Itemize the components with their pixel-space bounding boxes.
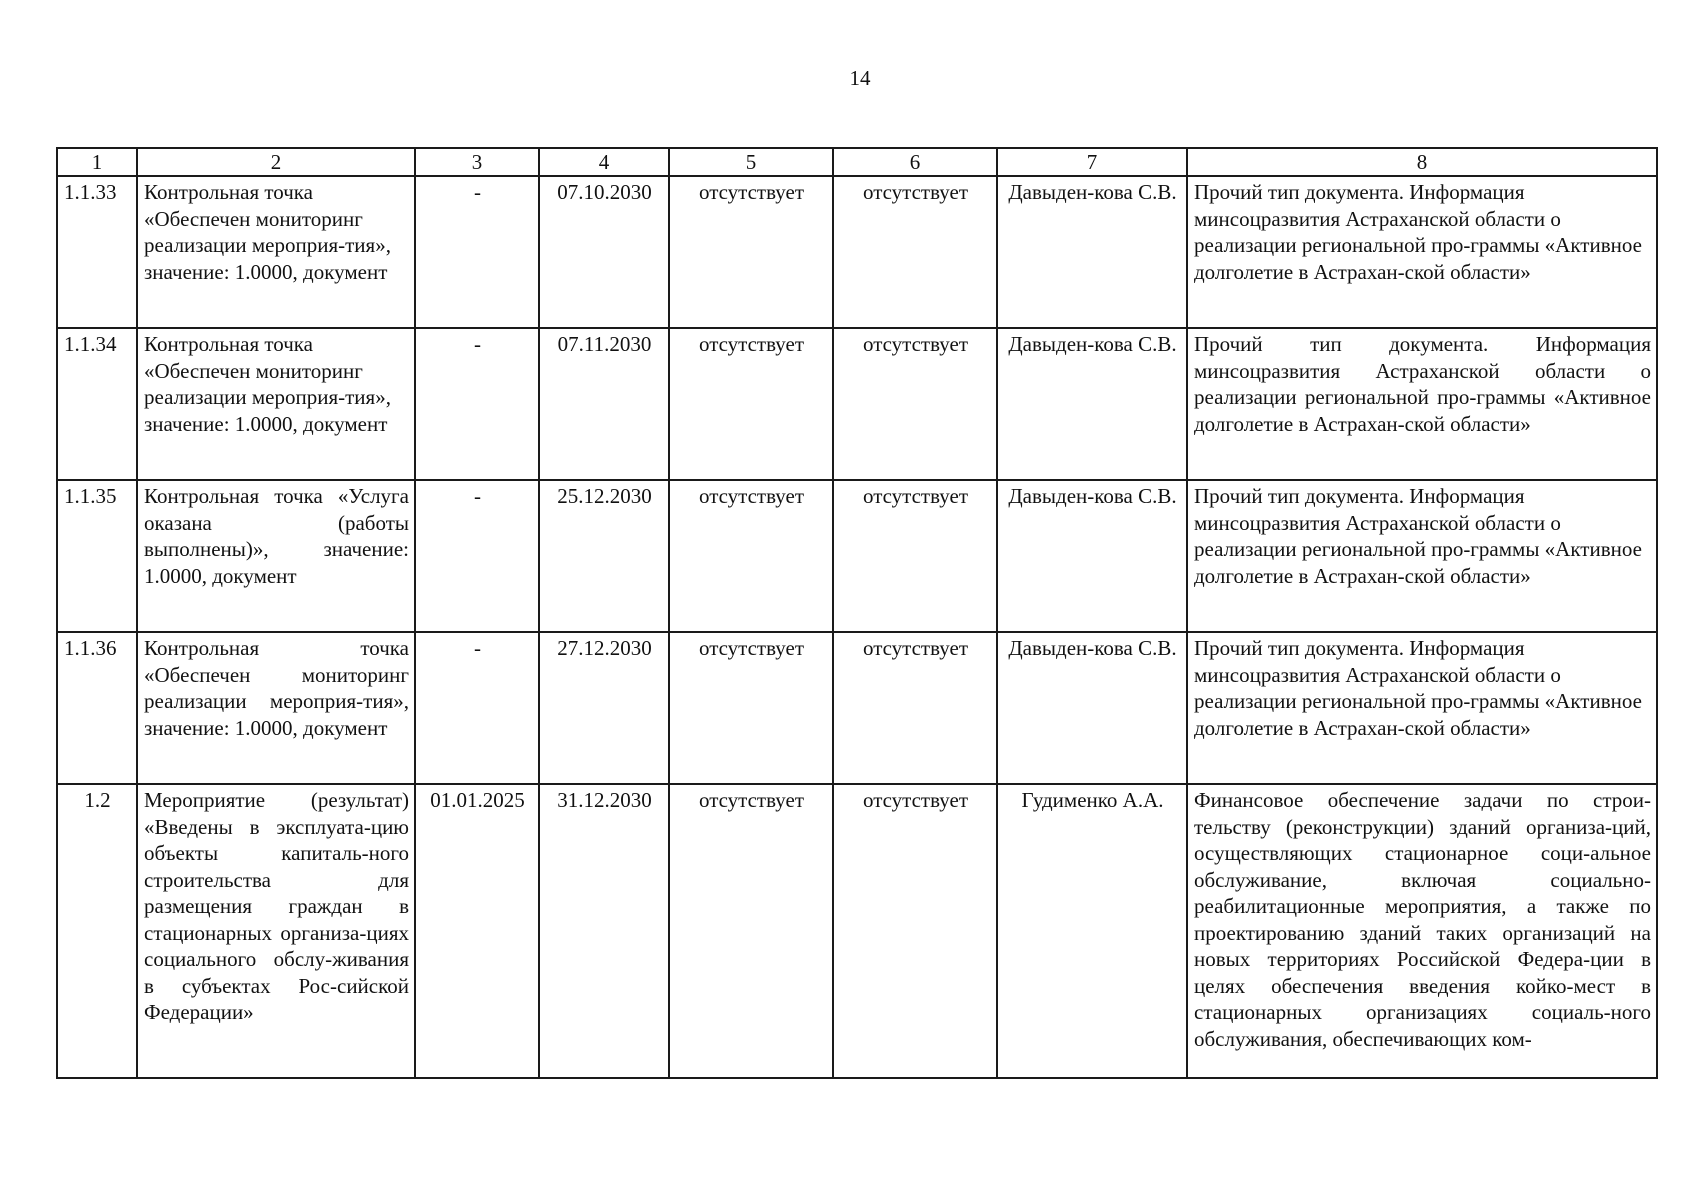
column-header: 5	[669, 148, 833, 176]
responsible-person: Давыден-кова С.В.	[997, 176, 1187, 328]
column-6-value: отсутствует	[833, 784, 997, 1078]
column-header: 7	[997, 148, 1187, 176]
column-6-value: отсутствует	[833, 632, 997, 784]
event-name: Контрольная точка «Услуга оказана (работы выполнены)», значение: 1.0000, документ	[137, 480, 415, 632]
column-6-value: отсутствует	[833, 480, 997, 632]
column-5-value: отсутствует	[669, 328, 833, 480]
start-date: -	[415, 632, 539, 784]
end-date: 31.12.2030	[539, 784, 669, 1078]
row-number: 1.1.34	[57, 328, 137, 480]
end-date: 07.11.2030	[539, 328, 669, 480]
responsible-person: Гудименко А.А.	[997, 784, 1187, 1078]
column-6-value: отсутствует	[833, 328, 997, 480]
table-row	[57, 784, 1657, 1078]
event-name: Контрольная точка «Обеспечен мониторинг реализации мероприя-тия», значение: 1.0000, документ	[137, 632, 415, 784]
document-description: Прочий тип документа. Информация минсоцразвития Астраханской области о реализации региональной про-граммы «Активное долголетие в Астрахан-ской области»	[1187, 176, 1657, 328]
responsible-person: Давыден-кова С.В.	[997, 632, 1187, 784]
row-number: 1.2	[57, 784, 137, 1078]
column-5-value: отсутствует	[669, 480, 833, 632]
row-number: 1.1.36	[57, 632, 137, 784]
page-number: 14	[849, 66, 871, 90]
document-description: Прочий тип документа. Информация минсоцразвития Астраханской области о реализации региональной про-граммы «Активное долголетие в Астрахан-ской области»	[1187, 328, 1657, 480]
row-number: 1.1.35	[57, 480, 137, 632]
column-5-value: отсутствует	[669, 784, 833, 1078]
column-5-value: отсутствует	[669, 632, 833, 784]
end-date: 25.12.2030	[539, 480, 669, 632]
column-header: 1	[57, 148, 137, 176]
document-description: Финансовое обеспечение задачи по строи-тельству (реконструкции) зданий организа-ций, осуществляющих стационарное соци-альное обслуживание, включая социально-реабилитационные мероприятия, а также по проектированию зданий таких организаций на новых территориях Российской Федера-ции в целях обеспечения введения койко-мест в стационарных организациях социаль-ного обслуживания, обеспечивающих ком-	[1187, 784, 1657, 1078]
row-number: 1.1.33	[57, 176, 137, 328]
column-header: 6	[833, 148, 997, 176]
column-header: 2	[137, 148, 415, 176]
table-row	[57, 632, 1657, 784]
end-date: 27.12.2030	[539, 632, 669, 784]
event-name: Контрольная точка «Обеспечен мониторинг реализации мероприя-тия», значение: 1.0000, документ	[137, 328, 415, 480]
start-date: -	[415, 176, 539, 328]
table-row	[57, 328, 1657, 480]
column-header: 3	[415, 148, 539, 176]
column-5-value: отсутствует	[669, 176, 833, 328]
start-date: -	[415, 480, 539, 632]
event-name: Контрольная точка «Обеспечен мониторинг реализации мероприя-тия», значение: 1.0000, документ	[137, 176, 415, 328]
table-row	[57, 176, 1657, 328]
column-6-value: отсутствует	[833, 176, 997, 328]
column-header: 8	[1187, 148, 1657, 176]
table-header-row	[57, 148, 1657, 176]
document-description: Прочий тип документа. Информация минсоцразвития Астраханской области о реализации региональной про-граммы «Активное долголетие в Астрахан-ской области»	[1187, 632, 1657, 784]
column-header: 4	[539, 148, 669, 176]
start-date: -	[415, 328, 539, 480]
event-name: Мероприятие (результат) «Введены в эксплуата-цию объекты капиталь-ного строительства для размещения граждан в стационарных организа-циях социального обслу-живания в субъектах Рос-сийской Федерации»	[137, 784, 415, 1078]
responsible-person: Давыден-кова С.В.	[997, 480, 1187, 632]
start-date: 01.01.2025	[415, 784, 539, 1078]
responsible-person: Давыден-кова С.В.	[997, 328, 1187, 480]
document-description: Прочий тип документа. Информация минсоцразвития Астраханской области о реализации региональной про-граммы «Активное долголетие в Астрахан-ской области»	[1187, 480, 1657, 632]
table-row	[57, 480, 1657, 632]
end-date: 07.10.2030	[539, 176, 669, 328]
plan-table	[56, 147, 1658, 1079]
